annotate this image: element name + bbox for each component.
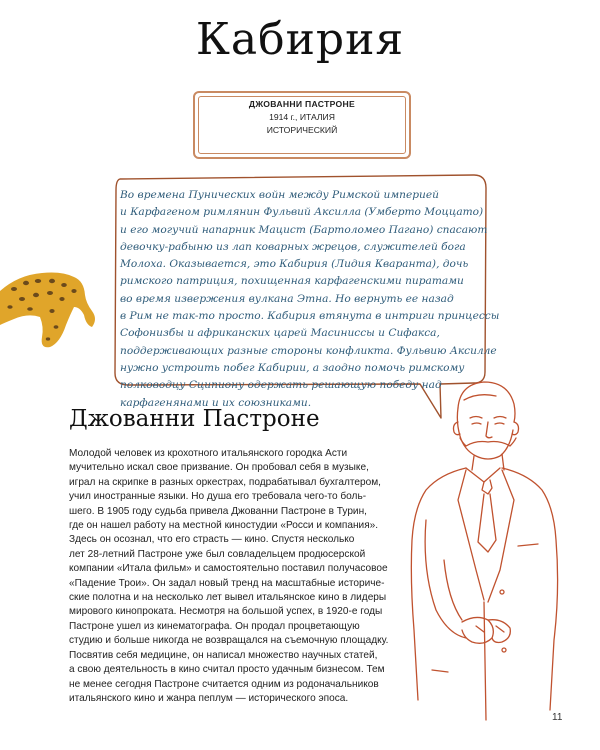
- bio-line: лет 28-летний Пастроне уже был совладельцем продюсерской: [69, 548, 366, 560]
- bio-line: Пастроне ушел из кинематографа. Он продал процветающую: [69, 620, 360, 632]
- plot-line: девочку-рабыню из лап коварных жрецов, служителей бога: [120, 240, 466, 253]
- film-genre: ИСТОРИЧЕСКИЙ: [266, 125, 338, 135]
- bio-line: Молодой человек из крохотного итальянского городка Асти: [69, 448, 348, 459]
- plot-line: в Рим не так-то просто. Кабирия втянута в интриги принцессы: [120, 310, 500, 323]
- film-director: ДЖОВАННИ ПАСТРОНЕ: [248, 99, 356, 109]
- plot-line: и Карфагеном римлянин Фульвий Аксилла (Умберто Моццато): [120, 206, 484, 219]
- section-heading: Джованни Пастроне: [69, 406, 320, 432]
- bio-line: а свою деятельность в кино считал просто удачным бизнесом. Тем: [69, 664, 385, 676]
- plot-line: карфагенянами и их союзниками.: [120, 396, 312, 409]
- bio-line: Посвятив себя медицине, он написал множество научных статей,: [69, 649, 378, 661]
- pastrone-portrait-illustration: [392, 370, 572, 730]
- bio-line: компании «Итала фильм» и самостоятельно поставил получасовое: [69, 563, 388, 575]
- bio-line: где он нашел работу на местной киностудии «Росси и компания».: [69, 520, 379, 532]
- bio-line: мирового кинопроката. Несмотря на большой успех, в 1920-е годы: [69, 606, 383, 618]
- page-number: 11: [552, 712, 563, 723]
- plot-line: нужно устроить побег Кабирии, а заодно помочь римскому: [120, 361, 465, 374]
- bio-line: ские полотна и на несколько лет вывел итальянское кино в лидеры: [69, 592, 387, 604]
- plot-line: римского патриция, похищенная карфагенскими пиратами: [120, 275, 464, 288]
- page-title: Кабирия: [195, 14, 405, 65]
- bio-line: «Падение Трои». Он задал новый тренд на масштабные историче-: [69, 577, 385, 589]
- bio-line: не менее сегодня Пастроне считается одним из родоначальников: [69, 678, 379, 690]
- plot-line: поддерживающих разные стороны конфликта. Фульвию Аксилле: [120, 344, 497, 357]
- plot-line: полководцу Сципиону одержать решающую победу над: [120, 379, 442, 392]
- bio-line: итальянского кино и жанра пеплум — исторического эпоса.: [69, 692, 349, 704]
- bio-line: играл на скрипке в разных оркестрах, подрабатывал бухгалтером,: [69, 476, 381, 488]
- bio-line: учил иностранные языки. Но душа его требовала чего-то боль-: [69, 491, 367, 503]
- plot-line: и его могучий напарник Мацист (Бартоломео Пагано) спасают: [120, 223, 488, 236]
- bio-line: шего. В 1905 году судьба привела Джованни Пастроне в Турин,: [69, 505, 367, 517]
- plot-line: Софонизбы и африканских царей Масиниссы и Сифакса,: [120, 327, 440, 340]
- leopard-illustration-icon: [0, 255, 100, 350]
- bio-line: Здесь он осознал, что его страсть — кино. Спустя несколько: [69, 534, 355, 546]
- plot-line: во время извержения вулкана Этна. Но вернуть ее назад: [120, 292, 454, 305]
- plot-line: Во времена Пунических войн между Римской империей: [120, 189, 439, 201]
- biography-text: [69, 447, 399, 706]
- film-year-country: 1914 г., ИТАЛИЯ: [269, 112, 335, 122]
- bio-line: мучительно искал свое призвание. Он пробовал себя в музыке,: [69, 462, 369, 474]
- plot-line: Молоха. Оказывается, это Кабирия (Лидия Кваранта), дочь: [120, 258, 469, 271]
- bio-line: студию и больше никогда не возвращался на съемочную площадку.: [69, 635, 389, 647]
